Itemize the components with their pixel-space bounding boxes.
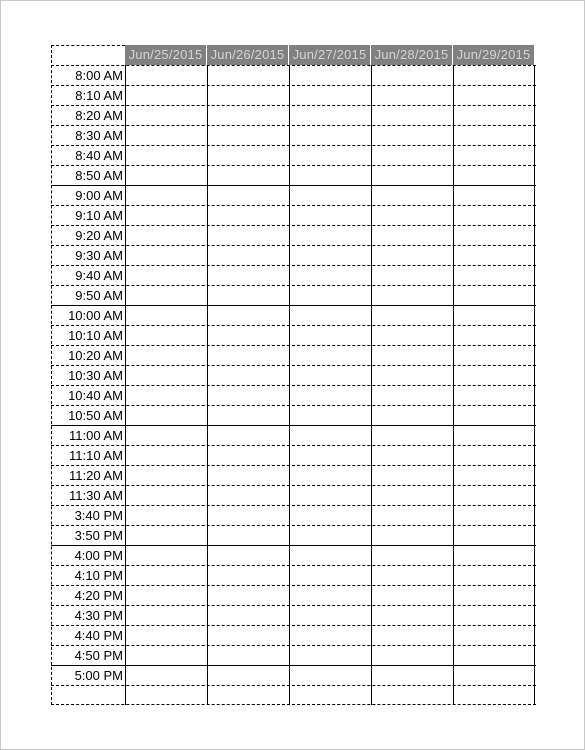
row-divider-line: [51, 505, 536, 506]
schedule-cell[interactable]: [125, 325, 207, 345]
schedule-cell[interactable]: [125, 625, 207, 645]
schedule-cell[interactable]: [289, 105, 371, 125]
schedule-cell[interactable]: [289, 585, 371, 605]
time-label: 4:50 PM: [74, 648, 123, 663]
schedule-cell[interactable]: [125, 685, 207, 705]
schedule-cell[interactable]: [207, 405, 289, 425]
schedule-cell[interactable]: [371, 585, 453, 605]
time-label: 4:40 PM: [74, 628, 123, 643]
schedule-cell[interactable]: [207, 545, 289, 565]
schedule-cell[interactable]: [371, 105, 453, 125]
time-row: [51, 105, 536, 125]
schedule-cell[interactable]: [453, 485, 535, 505]
time-row: [51, 205, 536, 225]
time-row: [51, 525, 536, 545]
schedule-cell[interactable]: [125, 145, 207, 165]
schedule-cell[interactable]: [125, 485, 207, 505]
time-row: [51, 425, 536, 445]
schedule-cell[interactable]: [371, 685, 453, 705]
time-label: 3:40 PM: [74, 508, 123, 523]
schedule-cell[interactable]: [453, 225, 535, 245]
time-label: 9:00 AM: [75, 188, 123, 203]
schedule-cell[interactable]: [289, 305, 371, 325]
schedule-cell[interactable]: [453, 465, 535, 485]
schedule-cell[interactable]: [207, 625, 289, 645]
schedule-cell[interactable]: [207, 385, 289, 405]
schedule-cell[interactable]: [289, 205, 371, 225]
time-row: [51, 405, 536, 425]
schedule-cell[interactable]: [453, 365, 535, 385]
schedule-cell[interactable]: [453, 425, 535, 445]
row-divider-line: [51, 405, 536, 406]
schedule-cell[interactable]: [207, 305, 289, 325]
time-label: 8:20 AM: [75, 108, 123, 123]
time-label: 10:10 AM: [68, 328, 123, 343]
time-row: [51, 445, 536, 465]
schedule-cell[interactable]: [453, 305, 535, 325]
schedule-cell[interactable]: [453, 545, 535, 565]
schedule-cell[interactable]: [371, 125, 453, 145]
time-row: [51, 65, 536, 85]
schedule-cell[interactable]: [207, 105, 289, 125]
schedule-cell[interactable]: [453, 645, 535, 665]
row-divider-line: [51, 205, 536, 206]
time-row: [51, 565, 536, 585]
time-row: [51, 165, 536, 185]
schedule-cell[interactable]: [289, 445, 371, 465]
row-divider-line: [51, 445, 536, 446]
schedule-cell[interactable]: [371, 425, 453, 445]
time-row: [51, 485, 536, 505]
schedule-cell[interactable]: [125, 245, 207, 265]
schedule-cell[interactable]: [453, 385, 535, 405]
schedule-cell[interactable]: [125, 345, 207, 365]
column-divider-line: [534, 65, 535, 705]
time-label: 5:00 PM: [74, 668, 123, 683]
schedule-cell[interactable]: [289, 325, 371, 345]
time-label: 9:50 AM: [75, 288, 123, 303]
time-row: [51, 545, 536, 565]
time-label: 8:30 AM: [75, 128, 123, 143]
schedule-cell[interactable]: [371, 365, 453, 385]
schedule-cell[interactable]: [125, 665, 207, 685]
hour-divider-line: [51, 545, 536, 546]
schedule-cell[interactable]: [289, 345, 371, 365]
schedule-cell[interactable]: [289, 145, 371, 165]
schedule-cell[interactable]: [289, 645, 371, 665]
row-divider-line: [51, 325, 536, 326]
time-row: [51, 665, 536, 685]
date-header-cell: Jun/27/2015: [289, 45, 371, 65]
schedule-cell[interactable]: [289, 665, 371, 685]
schedule-cell[interactable]: [453, 325, 535, 345]
schedule-cell[interactable]: [207, 485, 289, 505]
time-row: [51, 625, 536, 645]
time-row: [51, 685, 536, 705]
schedule-cell[interactable]: [207, 645, 289, 665]
row-divider-line: [51, 625, 536, 626]
row-divider-line: [51, 465, 536, 466]
row-divider-line: [51, 685, 536, 686]
schedule-cell[interactable]: [125, 265, 207, 285]
time-row: [51, 85, 536, 105]
column-divider-line: [371, 65, 372, 705]
time-row: [51, 185, 536, 205]
time-row: [51, 125, 536, 145]
time-row: [51, 605, 536, 625]
time-row: [51, 305, 536, 325]
time-label: 4:10 PM: [74, 568, 123, 583]
schedule-cell[interactable]: [453, 245, 535, 265]
schedule-cell[interactable]: [371, 205, 453, 225]
schedule-cell[interactable]: [207, 685, 289, 705]
time-label: 9:40 AM: [75, 268, 123, 283]
time-label: 8:50 AM: [75, 168, 123, 183]
schedule-cell[interactable]: [207, 225, 289, 245]
schedule-cell[interactable]: [207, 605, 289, 625]
schedule-cell[interactable]: [289, 565, 371, 585]
schedule-cell[interactable]: [453, 505, 535, 525]
schedule-cell[interactable]: [289, 465, 371, 485]
schedule-cell[interactable]: [289, 485, 371, 505]
schedule-cell[interactable]: [289, 65, 371, 85]
schedule-cell[interactable]: [453, 685, 535, 705]
schedule-cell[interactable]: [207, 325, 289, 345]
schedule-cell[interactable]: [125, 605, 207, 625]
schedule-cell[interactable]: [371, 185, 453, 205]
schedule-cell[interactable]: [289, 225, 371, 245]
time-label: 9:20 AM: [75, 228, 123, 243]
schedule-cell[interactable]: [125, 645, 207, 665]
time-label: 4:30 PM: [74, 608, 123, 623]
time-label: 9:10 AM: [75, 208, 123, 223]
schedule-cell[interactable]: [453, 585, 535, 605]
time-row: [51, 505, 536, 525]
schedule-cell[interactable]: [371, 165, 453, 185]
time-row: [51, 645, 536, 665]
schedule-cell[interactable]: [207, 505, 289, 525]
schedule-cell[interactable]: [207, 565, 289, 585]
schedule-cell[interactable]: [371, 345, 453, 365]
time-row: [51, 385, 536, 405]
schedule-cell[interactable]: [289, 245, 371, 265]
date-header-cell: Jun/29/2015: [453, 45, 535, 65]
schedule-cell[interactable]: [125, 425, 207, 445]
row-divider-line: [51, 345, 536, 346]
schedule-cell[interactable]: [207, 145, 289, 165]
time-row: [51, 245, 536, 265]
schedule-cell[interactable]: [371, 625, 453, 645]
row-divider-line: [51, 385, 536, 386]
row-divider-line: [51, 525, 536, 526]
date-header-cell: Jun/25/2015: [125, 45, 207, 65]
schedule-cell[interactable]: [289, 425, 371, 445]
schedule-cell[interactable]: [371, 645, 453, 665]
schedule-cell[interactable]: [125, 585, 207, 605]
time-label: 8:40 AM: [75, 148, 123, 163]
schedule-cell[interactable]: [371, 665, 453, 685]
schedule-cell[interactable]: [289, 165, 371, 185]
schedule-cell[interactable]: [289, 505, 371, 525]
time-row: [51, 265, 536, 285]
column-divider-line: [207, 65, 208, 705]
schedule-cell[interactable]: [207, 465, 289, 485]
schedule-cell[interactable]: [371, 65, 453, 85]
schedule-cell[interactable]: [125, 385, 207, 405]
schedule-cell[interactable]: [207, 345, 289, 365]
schedule-cell[interactable]: [125, 525, 207, 545]
time-label: 8:10 AM: [75, 88, 123, 103]
row-divider-line: [51, 265, 536, 266]
schedule-cell[interactable]: [125, 105, 207, 125]
column-divider-line: [51, 45, 52, 705]
row-divider-line: [51, 125, 536, 126]
hour-divider-line: [51, 305, 536, 306]
schedule-cell[interactable]: [207, 285, 289, 305]
schedule-cell[interactable]: [207, 185, 289, 205]
time-row: [51, 465, 536, 485]
schedule-cell[interactable]: [371, 145, 453, 165]
column-divider-line: [453, 65, 454, 705]
schedule-cell[interactable]: [207, 365, 289, 385]
column-divider-line: [125, 65, 126, 705]
hour-divider-line: [51, 425, 536, 426]
schedule-cell[interactable]: [371, 245, 453, 265]
schedule-cell[interactable]: [125, 465, 207, 485]
schedule-cell[interactable]: [207, 525, 289, 545]
schedule-cell[interactable]: [453, 665, 535, 685]
schedule-cell[interactable]: [453, 345, 535, 365]
schedule-cell[interactable]: [371, 325, 453, 345]
schedule-cell[interactable]: [453, 125, 535, 145]
schedule-cell[interactable]: [371, 85, 453, 105]
schedule-cell[interactable]: [125, 285, 207, 305]
schedule-cell[interactable]: [207, 165, 289, 185]
schedule-cell[interactable]: [207, 205, 289, 225]
schedule-cell[interactable]: [289, 385, 371, 405]
row-divider-line: [51, 105, 536, 106]
schedule-cell[interactable]: [371, 505, 453, 525]
time-label: 10:20 AM: [68, 348, 123, 363]
schedule-cell[interactable]: [453, 525, 535, 545]
schedule-cell[interactable]: [289, 125, 371, 145]
date-header-cell: Jun/28/2015: [371, 45, 453, 65]
time-label: 3:50 PM: [74, 528, 123, 543]
schedule-cell[interactable]: [207, 445, 289, 465]
schedule-cell[interactable]: [125, 545, 207, 565]
schedule-cell[interactable]: [453, 265, 535, 285]
time-label: 11:30 AM: [69, 488, 123, 503]
schedule-cell[interactable]: [453, 185, 535, 205]
schedule-cell[interactable]: [289, 405, 371, 425]
time-label: 10:40 AM: [68, 388, 123, 403]
schedule-cell[interactable]: [453, 405, 535, 425]
schedule-cell[interactable]: [125, 185, 207, 205]
row-divider-line: [51, 65, 536, 66]
time-row: [51, 585, 536, 605]
time-label: 9:30 AM: [75, 248, 123, 263]
schedule-cell[interactable]: [371, 265, 453, 285]
time-label: 4:00 PM: [74, 548, 123, 563]
schedule-cell[interactable]: [207, 125, 289, 145]
schedule-cell[interactable]: [453, 165, 535, 185]
schedule-cell[interactable]: [453, 85, 535, 105]
schedule-cell[interactable]: [453, 565, 535, 585]
header-corner-cell: [51, 45, 125, 65]
time-label: 11:00 AM: [69, 428, 123, 443]
row-divider-line: [51, 585, 536, 586]
schedule-cell[interactable]: [289, 685, 371, 705]
time-label: 11:20 AM: [69, 468, 123, 483]
schedule-cell[interactable]: [371, 525, 453, 545]
schedule-cell[interactable]: [289, 365, 371, 385]
column-divider-line: [289, 65, 290, 705]
date-header-cell: Jun/26/2015: [207, 45, 289, 65]
schedule-cell[interactable]: [207, 245, 289, 265]
schedule-cell[interactable]: [453, 105, 535, 125]
row-divider-line: [51, 365, 536, 366]
schedule-cell[interactable]: [453, 65, 535, 85]
row-divider-line: [51, 285, 536, 286]
row-divider-line: [51, 565, 536, 566]
schedule-cell[interactable]: [371, 605, 453, 625]
row-divider-line: [51, 605, 536, 606]
schedule-cell[interactable]: [207, 85, 289, 105]
hourly-schedule-table: [51, 45, 536, 706]
schedule-cell[interactable]: [289, 85, 371, 105]
schedule-cell[interactable]: [207, 265, 289, 285]
schedule-cell[interactable]: [453, 205, 535, 225]
time-row: [51, 365, 536, 385]
schedule-cell[interactable]: [453, 445, 535, 465]
schedule-cell[interactable]: [125, 445, 207, 465]
schedule-cell[interactable]: [453, 625, 535, 645]
schedule-cell[interactable]: [125, 365, 207, 385]
schedule-cell[interactable]: [289, 525, 371, 545]
schedule-cell[interactable]: [125, 565, 207, 585]
schedule-cell[interactable]: [371, 545, 453, 565]
schedule-cell[interactable]: [125, 205, 207, 225]
date-header-row: [51, 45, 536, 65]
schedule-cell[interactable]: [289, 265, 371, 285]
hour-divider-line: [51, 665, 536, 666]
row-divider-line: [51, 485, 536, 486]
schedule-cell[interactable]: [289, 545, 371, 565]
schedule-cell[interactable]: [125, 165, 207, 185]
hour-divider-line: [51, 185, 536, 186]
schedule-cell[interactable]: [453, 605, 535, 625]
time-row: [51, 345, 536, 365]
schedule-cell[interactable]: [371, 305, 453, 325]
schedule-cell[interactable]: [453, 145, 535, 165]
time-label: 4:20 PM: [74, 588, 123, 603]
schedule-cell[interactable]: [453, 285, 535, 305]
row-divider-line: [51, 645, 536, 646]
schedule-cell[interactable]: [371, 285, 453, 305]
schedule-cell[interactable]: [371, 225, 453, 245]
row-divider-line: [51, 704, 536, 705]
schedule-cell[interactable]: [207, 65, 289, 85]
time-label: 10:00 AM: [68, 308, 123, 323]
time-label: 11:10 AM: [69, 448, 123, 463]
schedule-cell[interactable]: [371, 465, 453, 485]
schedule-cell[interactable]: [125, 85, 207, 105]
schedule-cell[interactable]: [289, 605, 371, 625]
row-divider-line: [51, 165, 536, 166]
time-label: 10:30 AM: [68, 368, 123, 383]
schedule-cell[interactable]: [371, 445, 453, 465]
schedule-cell[interactable]: [207, 585, 289, 605]
schedule-cell[interactable]: [125, 225, 207, 245]
schedule-cell[interactable]: [125, 305, 207, 325]
time-label: 10:50 AM: [68, 408, 123, 423]
schedule-cell[interactable]: [371, 385, 453, 405]
schedule-cell[interactable]: [125, 125, 207, 145]
time-row: [51, 325, 536, 345]
time-label: 8:00 AM: [75, 68, 123, 83]
time-row: [51, 225, 536, 245]
schedule-cell[interactable]: [125, 505, 207, 525]
row-divider-line: [51, 85, 536, 86]
schedule-cell[interactable]: [371, 565, 453, 585]
time-row: [51, 145, 536, 165]
row-divider-line: [51, 145, 536, 146]
schedule-cell[interactable]: [289, 625, 371, 645]
schedule-cell[interactable]: [289, 185, 371, 205]
row-divider-line: [51, 225, 536, 226]
time-label: [51, 685, 125, 705]
schedule-cell[interactable]: [207, 425, 289, 445]
schedule-cell[interactable]: [125, 405, 207, 425]
schedule-cell[interactable]: [371, 405, 453, 425]
schedule-cell[interactable]: [289, 285, 371, 305]
schedule-cell[interactable]: [125, 65, 207, 85]
schedule-cell[interactable]: [371, 485, 453, 505]
schedule-cell[interactable]: [207, 665, 289, 685]
row-divider-line: [51, 245, 536, 246]
time-row: [51, 285, 536, 305]
